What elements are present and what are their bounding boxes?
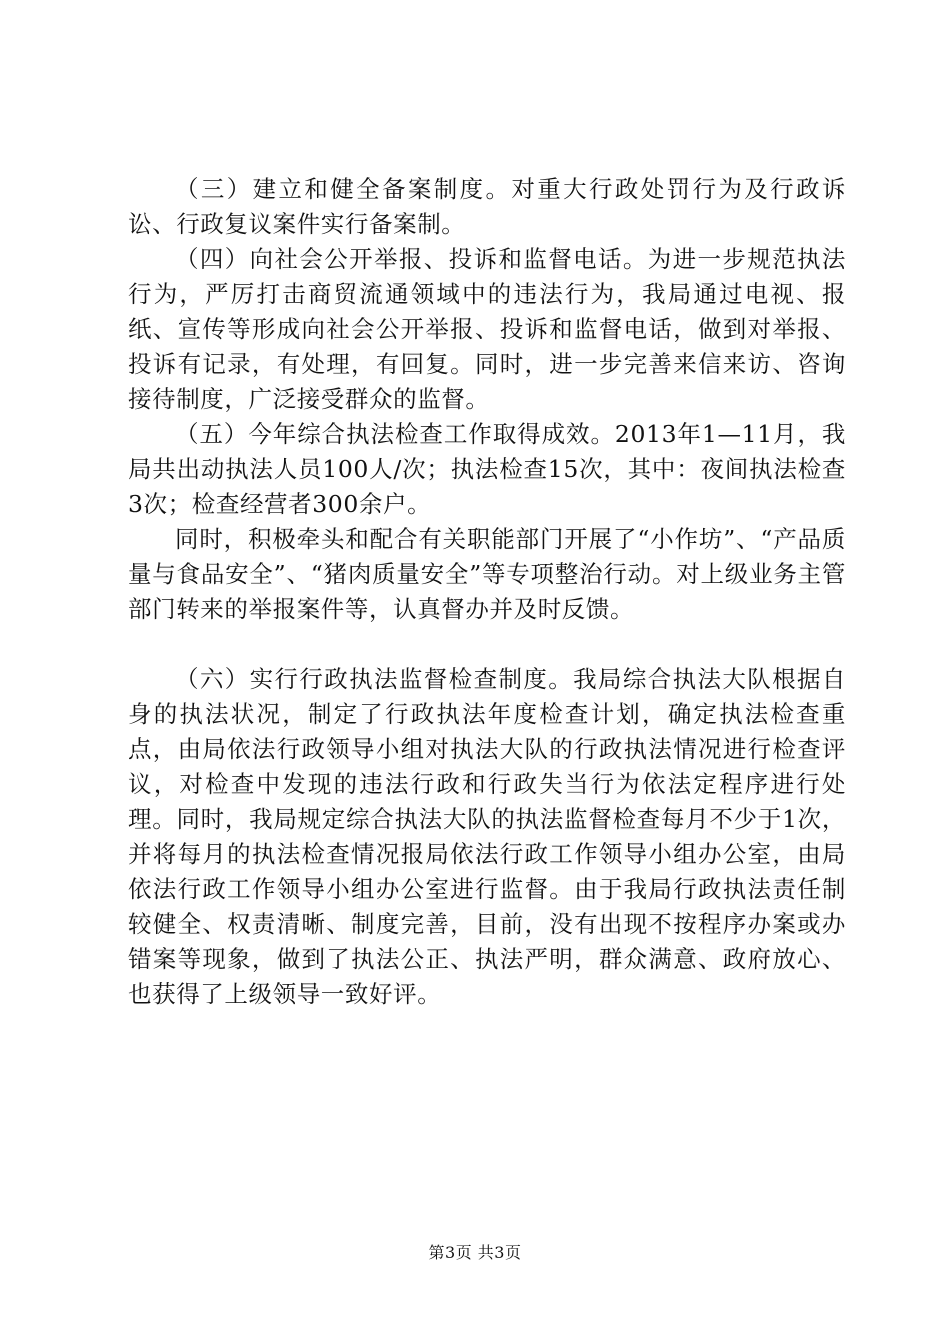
paragraph-item-6: （六）实行行政执法监督检查制度。我局综合执法大队根据自身的执法状况，制定了行政执法年度检查计划，确定执法检查重点，由局依法行政领导小组对执法大队的行政执法情况进行检查评议，对检查中发现的违法行政和行政失当行为依法定程序进行处理。同时，我局规定综合执法大队的执法监督检查每月不少于1次，并将每月的执法检查情况报局依法行政工作领导小组办公室，由局依法行政工作领导小组办公室进行监督。由于我局行政执法责任制较健全、权责清晰、制度完善，目前，没有出现不按程序办案或办错案等现象，做到了执法公正、执法严明，群众满意、政府放心、也获得了上级领导一致好评。 [128,665,846,1008]
paragraph-campaigns: 同时，积极牵头和配合有关职能部门开展了“小作坊”、“产品质量与食品安全”、“猪肉质量安全”等专项整治行动。对上级业务主管部门转来的举报案件等，认真督办并及时反馈。 [128,525,846,623]
paragraph-item-3: （三）建立和健全备案制度。对重大行政处罚行为及行政诉讼、行政复议案件实行备案制。 [128,175,846,238]
paragraph-item-4: （四）向社会公开举报、投诉和监督电话。为进一步规范执法行为，严厉打击商贸流通领域中的违法行为，我局通过电视、报纸、宣传等形成向社会公开举报、投诉和监督电话，做到对举报、投诉有记录，有处理，有回复。同时，进一步完善来信来访、咨询接待制度，广泛接受群众的监督。 [128,245,846,413]
page-footer: 第3页 共3页 [428,1243,522,1262]
paragraph-item-5: （五）今年综合执法检查工作取得成效。2013年1—11月，我局共出动执法人员100人/次；执法检查15次，其中：夜间执法检查3次；检查经营者300余户。 [128,420,846,518]
document-body [128,172,846,1012]
